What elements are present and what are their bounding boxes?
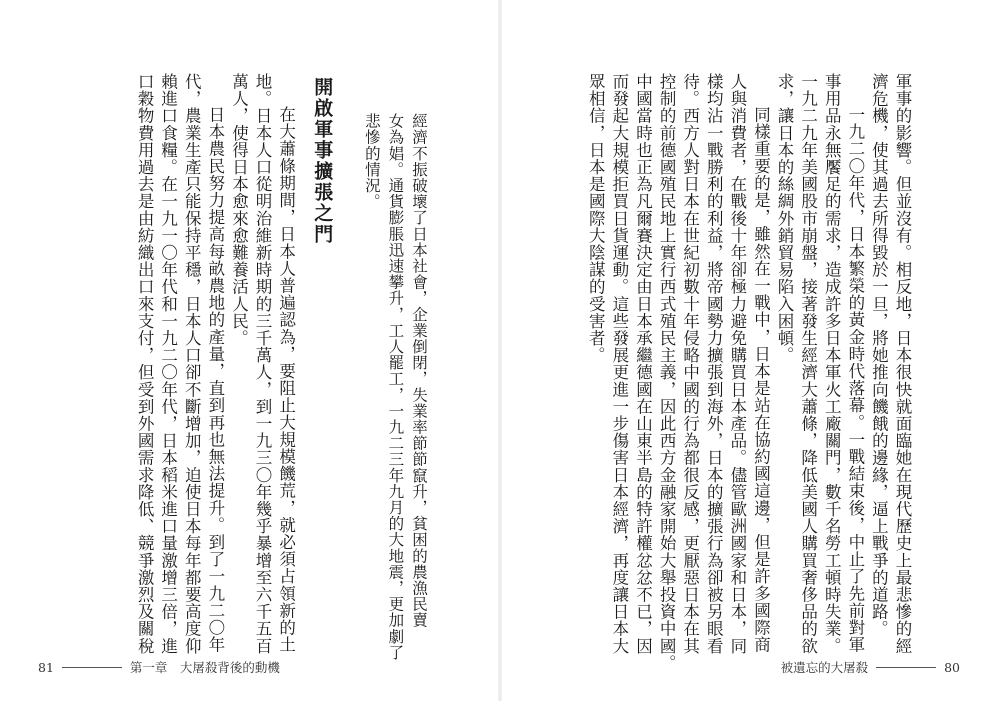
- footer-rule: [62, 667, 122, 668]
- text-line: 樣均沾一戰勝利的利益，將帝國勢力擴張到海外，日本的擴張行為卻被另眼看: [704, 73, 724, 655]
- text-line: 事用品永無饜足的需求，造成許多日本軍火工廠關門，數千名勞工頓時失業。: [822, 73, 842, 655]
- text-line: 濟危機，使其過去所得毀於一旦，將她推向饑餓的邊緣，逼上戰爭的道路。: [869, 73, 889, 638]
- section-heading: 開啟軍事擴張之門: [311, 77, 334, 245]
- text-line: 在大蕭條期間，日本人普遍認為，要阻止大規模饑荒，就必須占領新的土: [276, 106, 296, 654]
- text-line: 中國當時也正為凡爾賽決定由日本承繼德國在山東半島的特許權忿忿不已，因: [633, 73, 653, 655]
- section-spacer: [298, 73, 310, 593]
- text-line: 求，讓日本的絲綢外銷貿易陷入困頓。: [775, 73, 795, 364]
- text-line: 一九二九年美國股市崩盤，接著發生經濟大蕭條，降低美國人購買奢侈品的欲: [798, 73, 818, 655]
- right-running-head: 被遺忘的大屠殺: [780, 660, 869, 675]
- left-running-head: 第一章 大屠殺背後的動機: [129, 660, 280, 675]
- right-page-number: 80: [944, 659, 960, 675]
- footer-rule: [876, 667, 936, 668]
- left-page-footer: [38, 657, 280, 677]
- text-line: 控制的前德國殖民地上實行西式殖民主義，因此西方金融家開始大舉投資中國。: [657, 73, 677, 672]
- text-line: 賴進口食糧。在一九一〇年代和一九二〇年代，日本稻米進口量激增三倍，進: [158, 73, 178, 655]
- left-page-body: [132, 73, 430, 661]
- left-page-number: 81: [38, 659, 54, 675]
- text-line: 軍事的影響。但並沒有。相反地，日本很快就面臨她在現代歷史上最悲慘的經: [893, 73, 912, 655]
- quote-line: 女為娼。通貨膨脹迅速攀升，工人罷工，一九二三年九月的大地震，更加劇了: [386, 113, 405, 661]
- text-line: 同樣重要的是，雖然在一戰中，日本是站在協約國這邊，但是許多國際商: [751, 106, 771, 654]
- text-line: 口穀物費用過去是由紡織出口來支付，但受到外國需求降低、競爭激烈及關稅: [135, 73, 155, 655]
- quote-line: 經濟不振破壞了日本社會，企業倒閉，失業率節節竄升，貧困的農漁民賣: [410, 113, 428, 629]
- text-line: 地。日本人口從明治維新時期的三千萬人，到一九三〇年幾乎暴增至六千五百: [253, 73, 273, 655]
- text-line: 萬人，使得日本愈來愈難養活人民。: [229, 73, 249, 347]
- text-line: 人與消費者，在戰後十年卻極力避免購買日本產品。儘管歐洲國家和日本，同: [727, 73, 747, 655]
- text-line: 日本農民努力提高每畝農地的產量，直到再也無法提升。到了一九二〇年: [205, 106, 225, 654]
- text-line: 一九二〇年代，日本繁榮的黃金時代落幕。一戰結束後，中止了先前對軍: [845, 106, 865, 654]
- text-line: 待。西方人對日本在世紀初數十年侵略中國的行為都很反感，更厭惡日本在其: [680, 73, 700, 655]
- text-line: 眾相信，日本是國際大陰謀的受害者。: [586, 73, 606, 364]
- right-page: [500, 0, 1000, 701]
- section-spacer: [333, 73, 359, 593]
- quote-line: 悲慘的情況。: [362, 113, 381, 210]
- text-line: 而發起大規模拒買日貨運動。這些發展更進一步傷害日本經濟，再度讓日本大: [609, 73, 629, 655]
- right-page-footer: [781, 657, 960, 677]
- text-line: 代，農業生產只能保持平穩，日本人口卻不斷增加，迫使日本每年都要高度仰: [182, 73, 202, 655]
